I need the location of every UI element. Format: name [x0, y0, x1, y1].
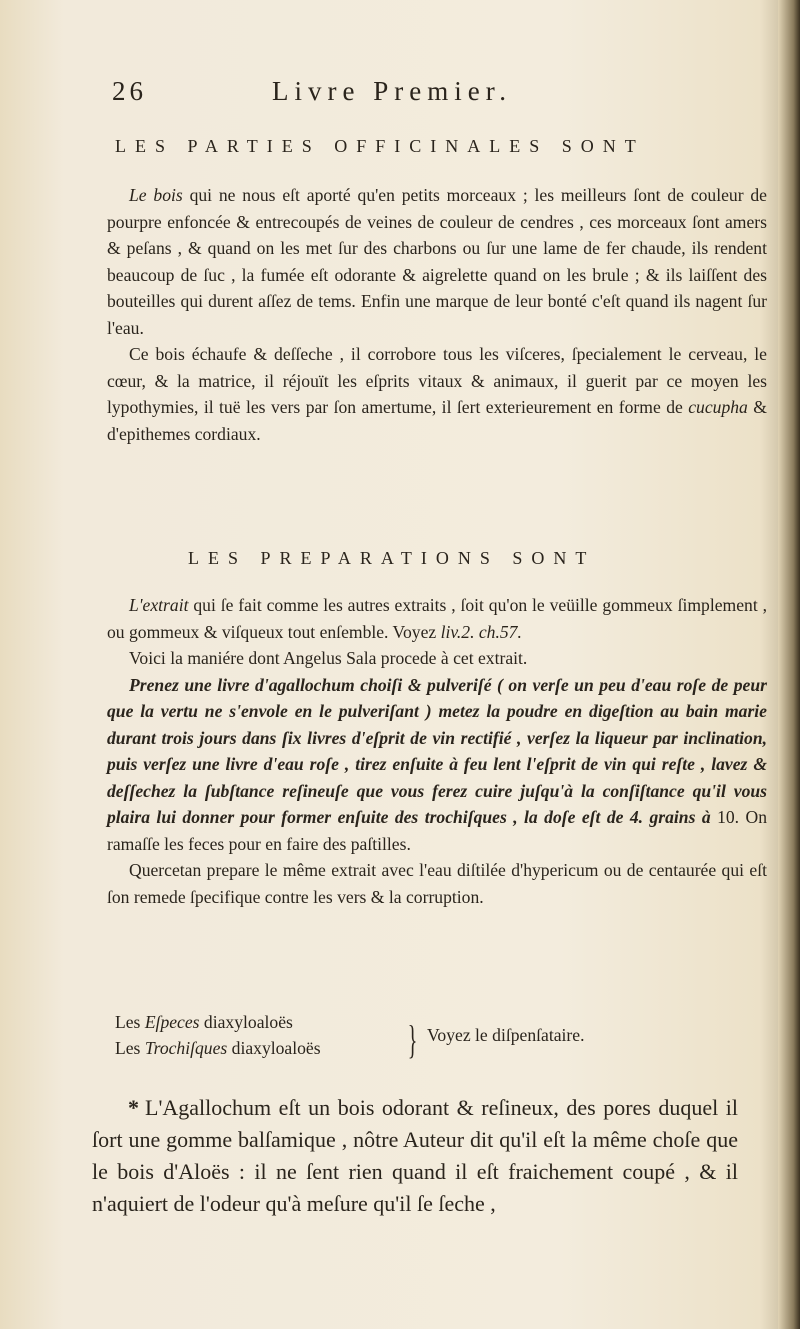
cross-reference	[115, 1012, 675, 1064]
paragraph	[107, 182, 767, 341]
reference-suffix: diaxyloaloës	[199, 1012, 293, 1032]
reference-suffix: diaxyloaloës	[227, 1038, 321, 1058]
page-edge	[778, 0, 800, 1329]
paragraph-lead: Prenez une livre d'agallochum choiſi & pulveriſé ( on verſe un peu d'eau roſe de peur que la vertu ne s'envole en le pulveriſant ) metez la poudre en digeſtion au bain marie durant trois jours dans ſix livres d'eſprit de vin rectifié , verſez la liqueur par inclination, puis verſez une livre d'eau roſe , tirez enſuite à feu lent l'eſprit de vin qui reſte , lavez & deſſechez la ſubſtance reſineuſe que vous ferez cuire juſqu'à la conſiſtance qu'il vous plaira lui donner pour former enſuite des trochiſques , la doſe eſt de 4. grains à	[107, 674, 767, 827]
paragraph	[107, 672, 767, 858]
paragraph-lead: Le bois	[129, 185, 183, 205]
reference-prefix: Les	[115, 1012, 145, 1032]
reference-line	[115, 1038, 321, 1059]
section-heading-preparations: LES PREPARATIONS SONT	[188, 548, 596, 568]
paragraph-text: 10. On ramaſſe les feces pour en faire des paſtilles.	[107, 807, 767, 854]
reference-item: Trochiſques	[144, 1038, 228, 1058]
brace: }	[407, 1017, 418, 1062]
reference-prefix: Les	[115, 1038, 145, 1058]
paragraph-tail: & d'epithemes cordiaux.	[107, 397, 767, 444]
footnote	[92, 1092, 738, 1220]
paragraph	[107, 341, 767, 447]
paragraph-text: Voici la maniére dont Angelus Sala procede à cet extrait.	[129, 648, 528, 668]
paragraph	[107, 645, 767, 672]
paragraph-text: qui ſe fait comme les autres extraits , ſoit qu'on le veüille gommeux ſimplement , ou gommeux & viſqueux tout enſemble. Voyez	[107, 595, 767, 642]
paragraph	[107, 857, 767, 910]
reference-item: Eſpeces	[144, 1012, 200, 1032]
reference-target: Voyez le diſpenſataire.	[427, 1025, 585, 1045]
paragraph-text: qui ne nous eſt aporté qu'en petits morceaux ; les meilleurs ſont de couleur de pourpre enfoncée & entrecoupés de veines de couleur de cendres , ces morceaux ſont amers & peſans , & quand on les met ſur des charbons ou ſur une lame de fer chaude, ils rendent beaucoup de ſuc , la fumée eſt odorante & aigrelette quand on les brule ; & ils laiſſent des bouteilles qui durent aſſez de tems. Enfin une marque de leur bonté c'eſt quand ils nagent ſur l'eau.	[107, 185, 767, 338]
paragraph	[107, 592, 767, 645]
footnote-text: L'Agallochum eſt un bois odorant & reſineux, des pores duquel il ſort une gomme balſamique , nôtre Auteur dit qu'il eſt la même choſe que le bois d'Aloës : il ne ſent rien quand il eſt fraichement coupé , & il n'aquiert de l'odeur qu'à meſure qu'il ſe ſeche ,	[92, 1095, 738, 1216]
section-officinales	[107, 182, 767, 447]
paragraph-lead: L'extrait	[129, 595, 189, 615]
running-title: Livre Premier.	[272, 76, 512, 106]
paragraph-text: Quercetan prepare le même extrait avec l'eau diſtilée d'hypericum ou de centaurée qui eſt ſon remede ſpecifique contre les vers & la corruption.	[107, 860, 767, 907]
paragraph-italic: cucupha	[688, 397, 748, 417]
paragraph-text: Ce bois échaufe & deſſeche , il corrobore tous les viſceres, ſpecialement le cerveau, le cœur, & la matrice, il réjouït les eſprits vitaux & animaux, il guerit par ce moyen les lypothymies, il tuë les vers par ſon amertume, il ſert exterieurement en forme de	[107, 344, 767, 417]
page-number: 26	[112, 76, 147, 106]
section-preparations	[107, 592, 767, 910]
reference-line	[115, 1012, 293, 1033]
running-header	[112, 76, 612, 112]
footnote-paragraph	[92, 1092, 738, 1220]
paragraph-italic: liv.2. ch.57.	[440, 621, 522, 642]
section-heading-officinales: LES PARTIES OFFICINALES SONT	[115, 136, 645, 156]
footnote-marker: *	[128, 1095, 139, 1120]
